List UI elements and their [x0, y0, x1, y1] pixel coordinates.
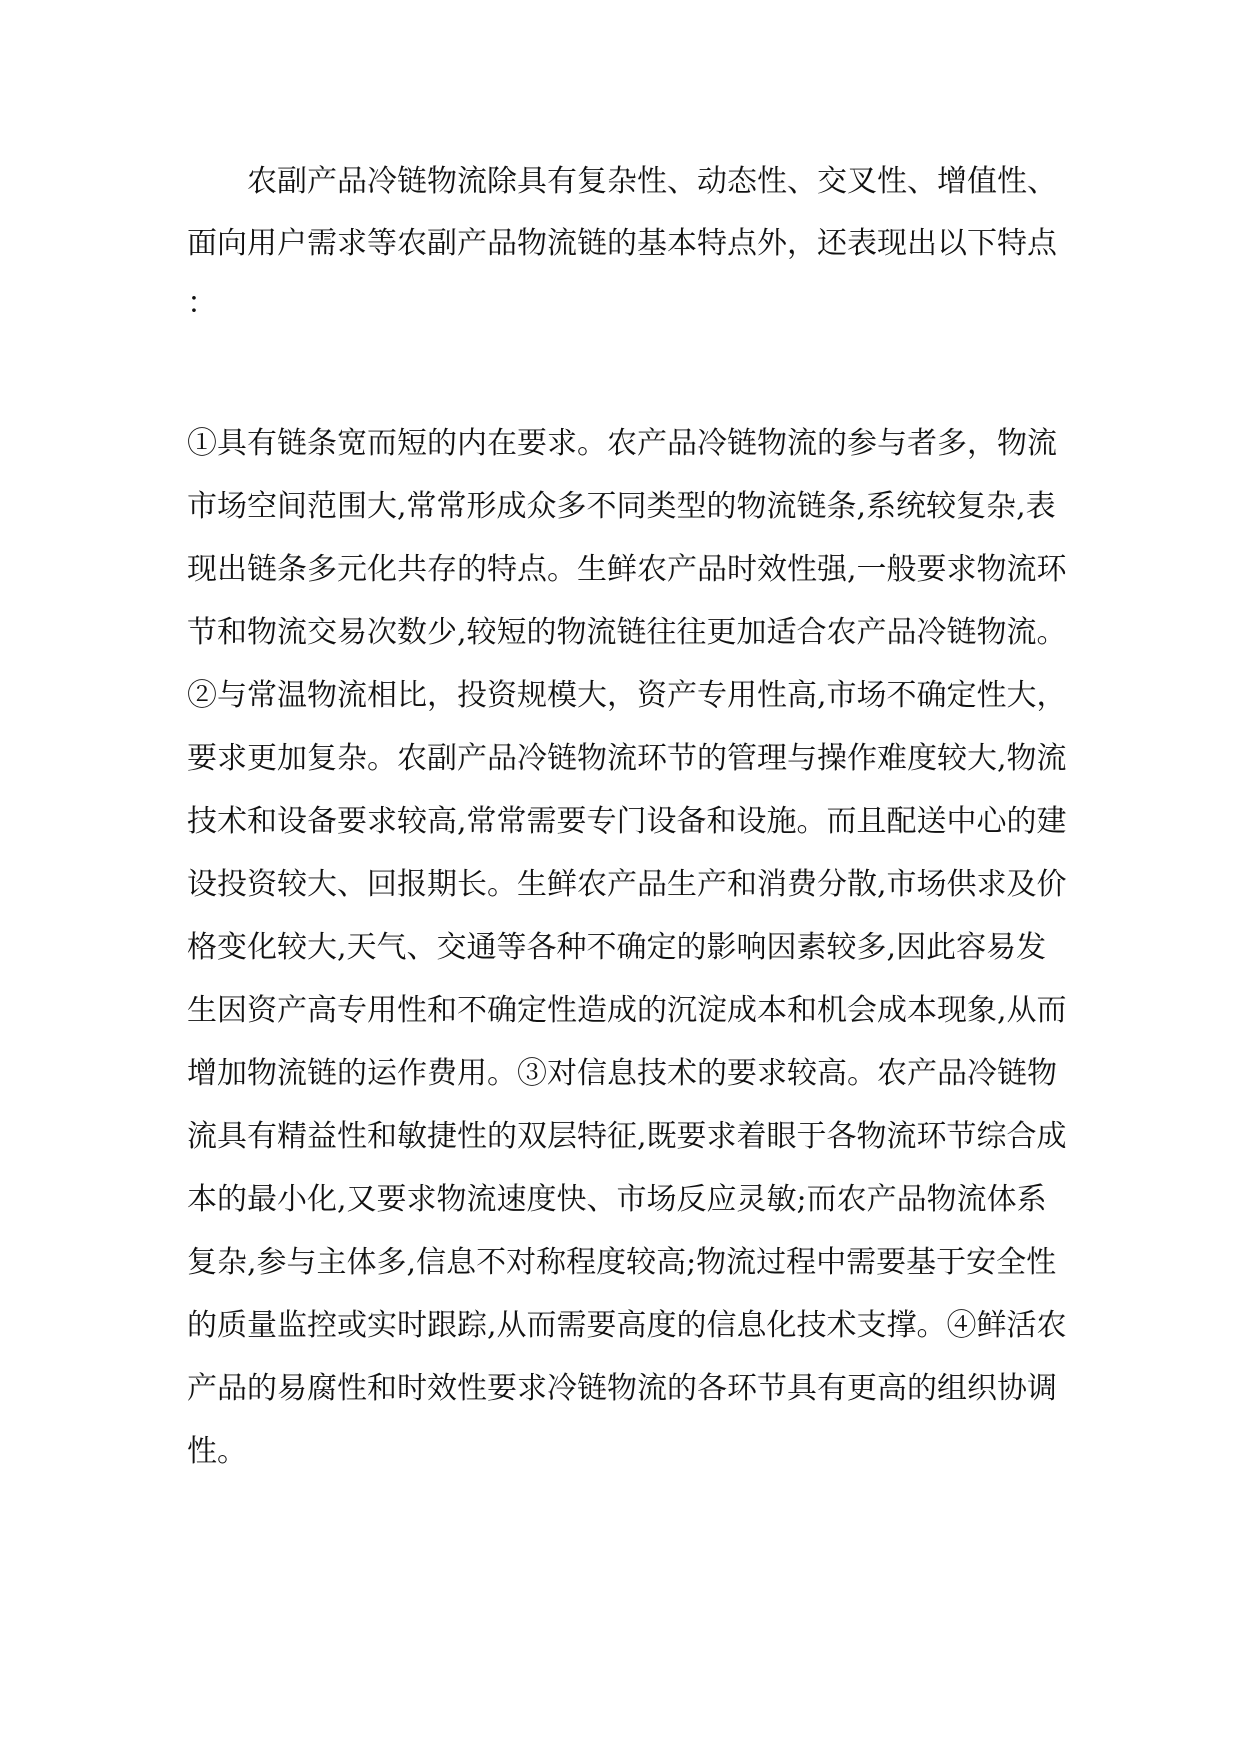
- paragraph-2-line-11: 增加物流链的运作费用。③对信息技术的要求较高。农产品冷链物: [187, 1056, 1057, 1091]
- paragraph-2-line-9: 格变化较大,天气、交通等各种不确定的影响因素较多,因此容易发: [187, 930, 1047, 965]
- paragraph-2-line-14: 复杂,参与主体多,信息不对称程度较高;物流过程中需要基于安全性: [187, 1245, 1057, 1280]
- paragraph-2-line-10: 生因资产高专用性和不确定性造成的沉淀成本和机会成本现象,从而: [187, 993, 1067, 1028]
- paragraph-1-line-3: ：: [187, 286, 217, 321]
- paragraph-2-line-3: 现出链条多元化共存的特点。生鲜农产品时效性强,一般要求物流环: [187, 552, 1067, 587]
- paragraph-1-line-1: 农副产品冷链物流除具有复杂性、动态性、交叉性、增值性、: [247, 164, 1057, 199]
- paragraph-2-line-12: 流具有精益性和敏捷性的双层特征,既要求着眼于各物流环节综合成: [187, 1119, 1067, 1154]
- paragraph-2-line-15: 的质量监控或实时跟踪,从而需要高度的信息化技术支撑。④鲜活农: [187, 1308, 1067, 1343]
- paragraph-2-line-8: 设投资较大、回报期长。生鲜农产品生产和消费分散,市场供求及价: [187, 867, 1067, 902]
- paragraph-1-line-2: 面向用户需求等农副产品物流链的基本特点外，还表现出以下特点: [187, 226, 1057, 261]
- paragraph-2-line-7: 技术和设备要求较高,常常需要专门设备和设施。而且配送中心的建: [187, 804, 1067, 839]
- paragraph-2-line-16: 产品的易腐性和时效性要求冷链物流的各环节具有更高的组织协调: [187, 1371, 1057, 1406]
- paragraph-2-line-2: 市场空间范围大,常常形成众多不同类型的物流链条,系统较复杂,表: [187, 489, 1056, 524]
- paragraph-2-line-17: 性。: [187, 1434, 247, 1469]
- paragraph-2-line-5: ②与常温物流相比，投资规模大，资产专用性高,市场不确定性大，: [187, 678, 1067, 713]
- paragraph-2-line-6: 要求更加复杂。农副产品冷链物流环节的管理与操作难度较大,物流: [187, 741, 1067, 776]
- paragraph-2-line-13: 本的最小化,又要求物流速度快、市场反应灵敏;而农产品物流体系: [187, 1182, 1047, 1217]
- paragraph-2-line-1: ①具有链条宽而短的内在要求。农产品冷链物流的参与者多，物流: [187, 426, 1057, 461]
- paragraph-2-line-4: 节和物流交易次数少,较短的物流链往往更加适合农产品冷链物流。: [187, 615, 1067, 650]
